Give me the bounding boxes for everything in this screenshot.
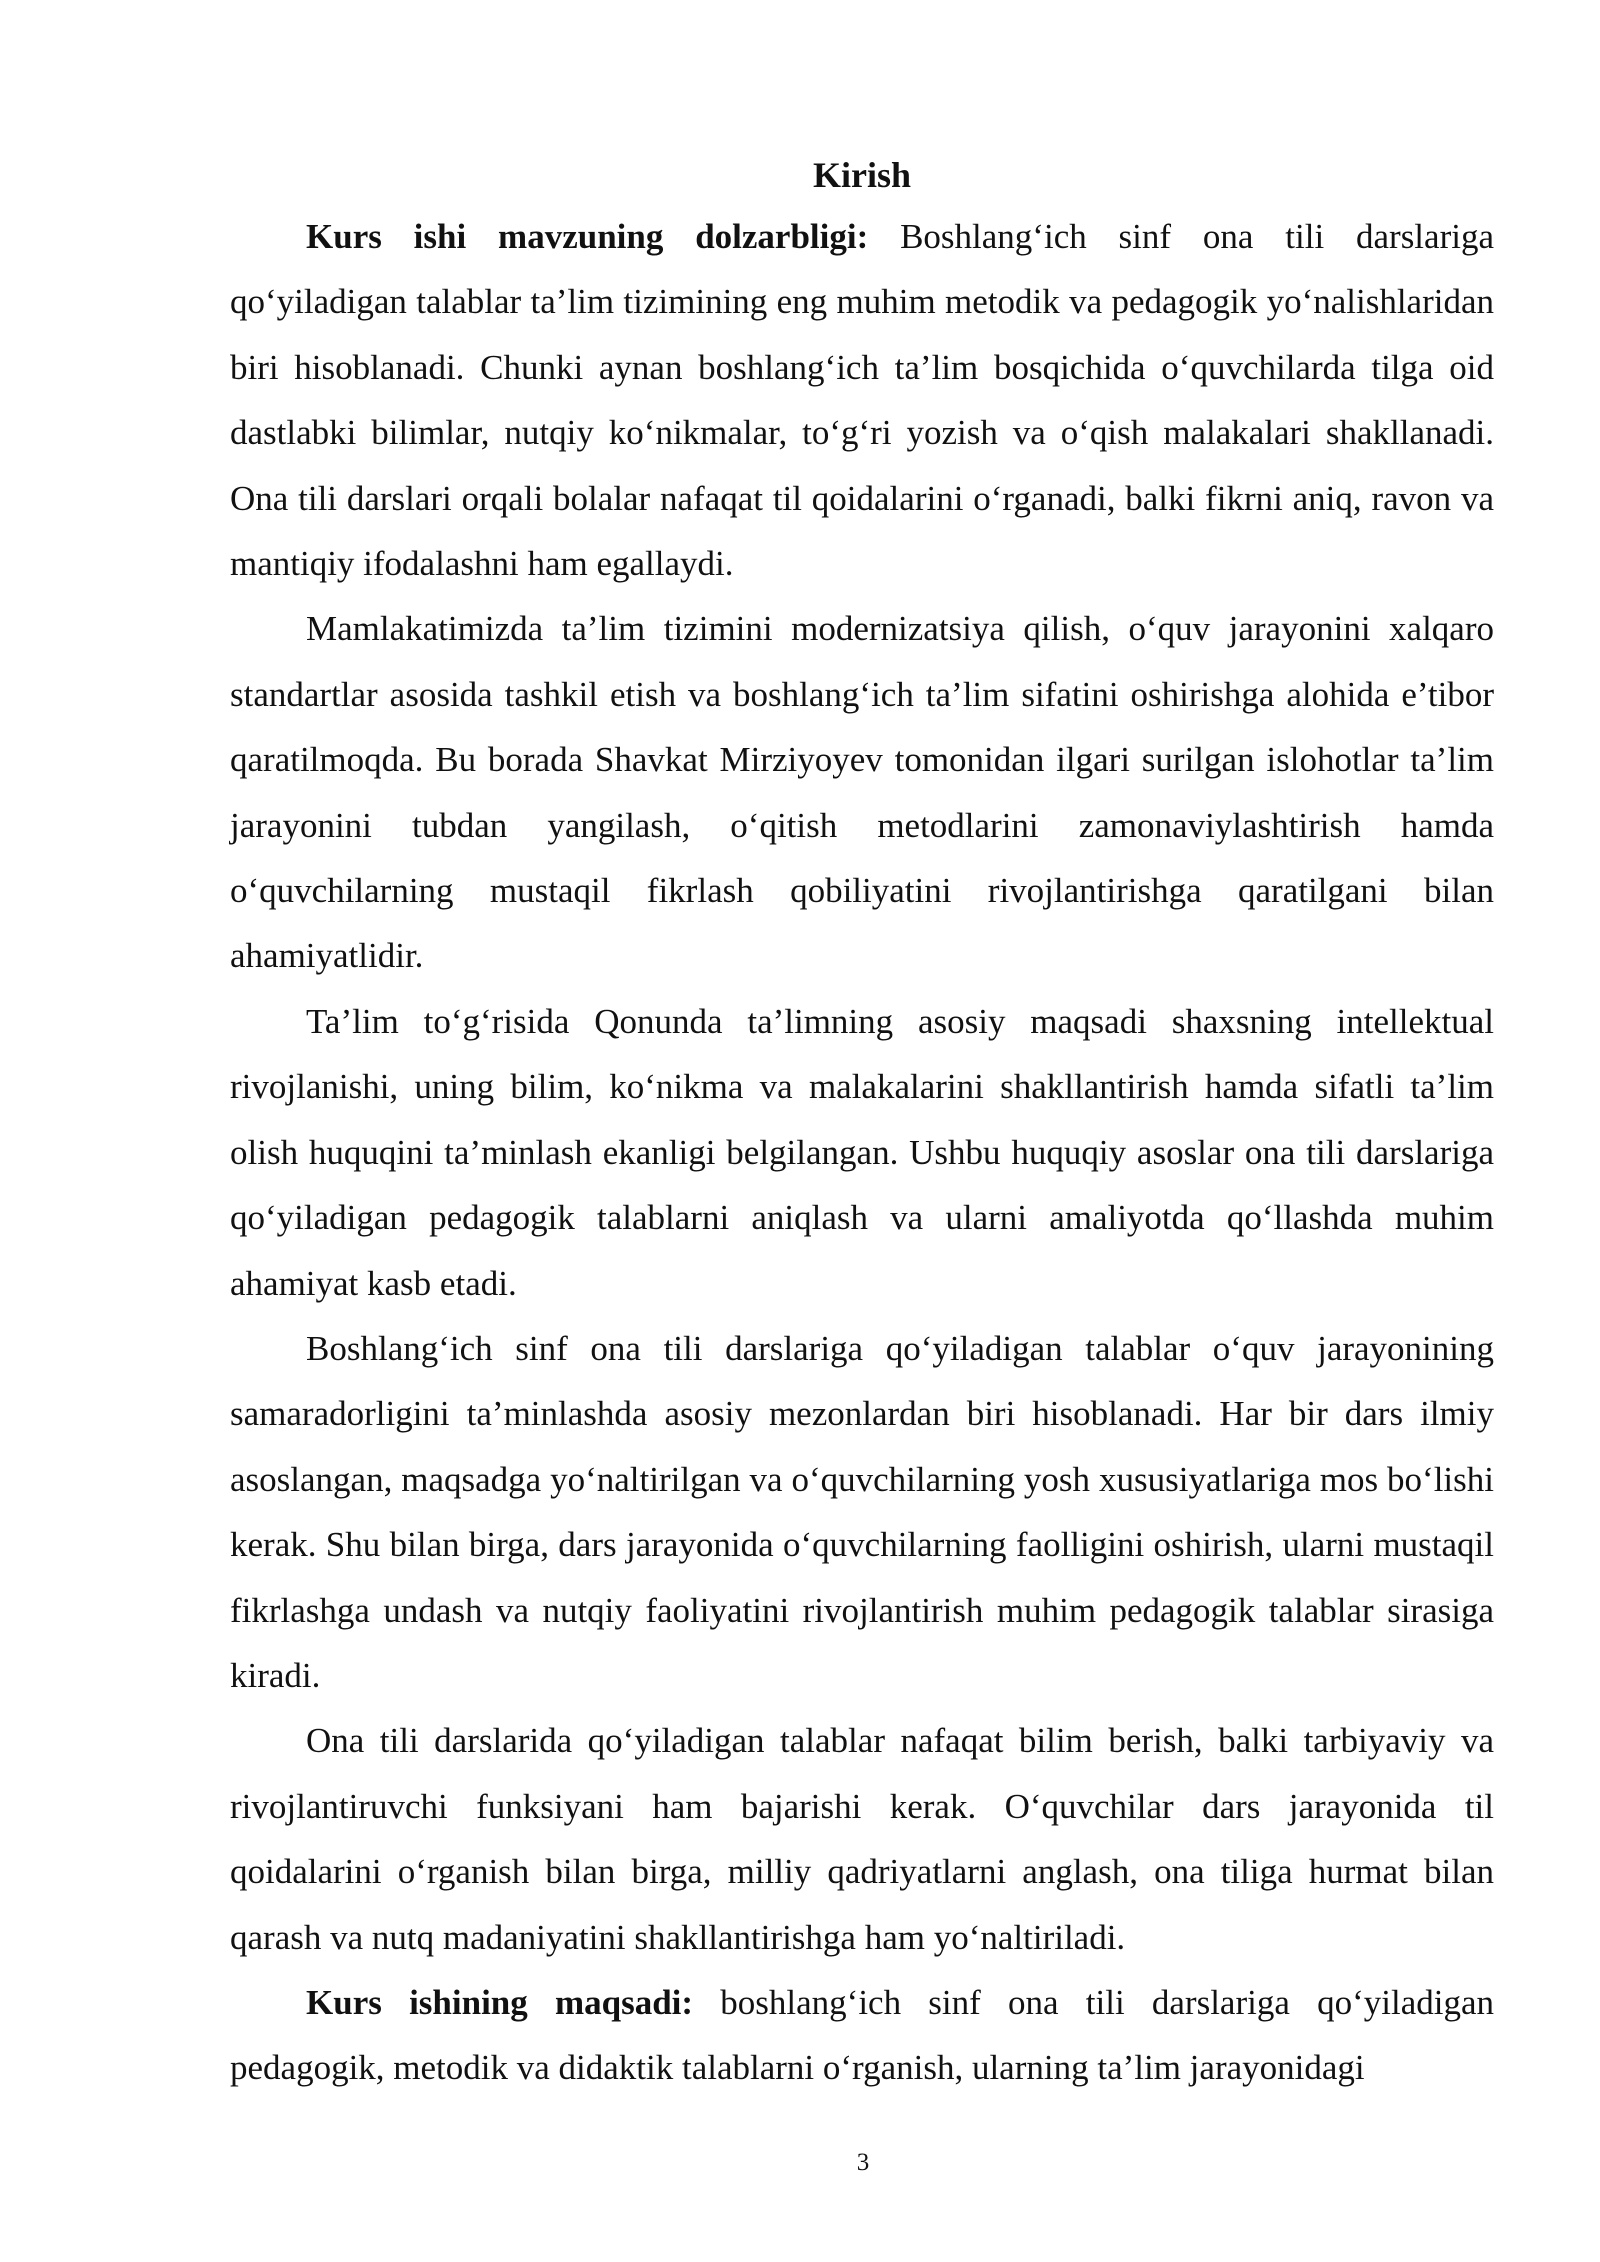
paragraph-text: Ta’lim to‘g‘risida Qonunda ta’limning asosiy maqsadi shaxsning intellektual rivojlanishi, uning bilim, ko‘nikma va malakalarini shakllantirish hamda sifatli ta’lim olish huquqini ta’minlash ekanligi belgilangan. Ushbu huquqiy asoslar ona tili darslariga qo‘yiladigan pedagogik talablarni aniqlash va ularni amaliyotda qo‘llashda muhim ahamiyat kasb etadi. <box>230 1001 1494 1303</box>
paragraph-lead: Kurs ishining maqsadi: <box>306 1982 694 2022</box>
page-title: Kirish <box>812 155 911 195</box>
paragraph-goal <box>230 1970 1494 2101</box>
paragraph-relevance <box>230 204 1494 596</box>
paragraph-functions <box>230 1708 1494 1970</box>
paragraph-modernization <box>230 596 1494 988</box>
page-number: 3 <box>856 2149 870 2176</box>
paragraph-text: Boshlang‘ich sinf ona tili darslariga qo‘yiladigan talablar ta’lim tizimining eng muhim metodik va pedagogik yo‘nalishlaridan biri hisoblanadi. Chunki aynan boshlang‘ich ta’lim bosqichida o‘quvchilarda tilga oid dastlabki bilimlar, nutqiy ko‘nikmalar, to‘g‘ri yozish va o‘qish malakalari shakllanadi. Ona tili darslari orqali bolalar nafaqat til qoidalarini o‘rganadi, balki fikrni aniq, ravon va mantiqiy ifodalashni ham egallaydi. <box>230 217 1494 584</box>
paragraph-lead: Kurs ishi mavzuning dolzarbligi: <box>306 217 869 256</box>
paragraph-requirements <box>230 1316 1494 1708</box>
paragraph-text: Boshlang‘ich sinf ona tili darslariga qo‘yiladigan talablar o‘quv jarayonining samaradorligini ta’minlashda asosiy mezonlardan biri hisoblanadi. Har bir dars ilmiy asoslangan, maqsadga yo‘naltirilgan va o‘quvchilarning yosh xususiyatlariga mos bo‘lishi kerak. Shu bilan birga, dars jarayonida o‘quvchilarning faolligini oshirish, ularni mustaqil fikrlashga undash va nutqiy faoliyatini rivojlantirish muhim pedagogik talablar sirasiga kiradi. <box>230 1328 1494 1695</box>
paragraph-text: boshlang‘ich sinf ona tili darslariga qo‘yiladigan pedagogik, metodik va didaktik talablarni o‘rganish, ularning ta’lim jarayonidagi <box>230 1982 1494 2088</box>
page-content <box>230 146 1494 2101</box>
paragraph-text: Ona tili darslarida qo‘yiladigan talablar nafaqat bilim berish, balki tarbiyaviy va rivojlantiruvchi funksiyani ham bajarishi kerak. O‘quvchilar dars jarayonida til qoidalarini o‘rganish bilan birga, milliy qadriyatlarni anglash, ona tiliga hurmat bilan qarash va nutq madaniyatini shakllantirishga ham yo‘naltiriladi. <box>230 1721 1494 1957</box>
paragraph-law <box>230 989 1494 1316</box>
paragraph-text: Mamlakatimizda ta’lim tizimini modernizatsiya qilish, o‘quv jarayonini xalqaro standartlar asosida tashkil etish va boshlang‘ich ta’lim sifatini oshirishga alohida e’tibor qaratilmoqda. Bu borada Shavkat Mirziyoyev tomonidan ilgari surilgan islohotlar ta’lim jarayonini tubdan yangilash, o‘qitish metodlarini zamonaviylashtirish hamda o‘quvchilarning mustaqil fikrlash qobiliyatini rivojlantirishga qaratilgani bilan ahamiyatlidir. <box>230 609 1494 976</box>
